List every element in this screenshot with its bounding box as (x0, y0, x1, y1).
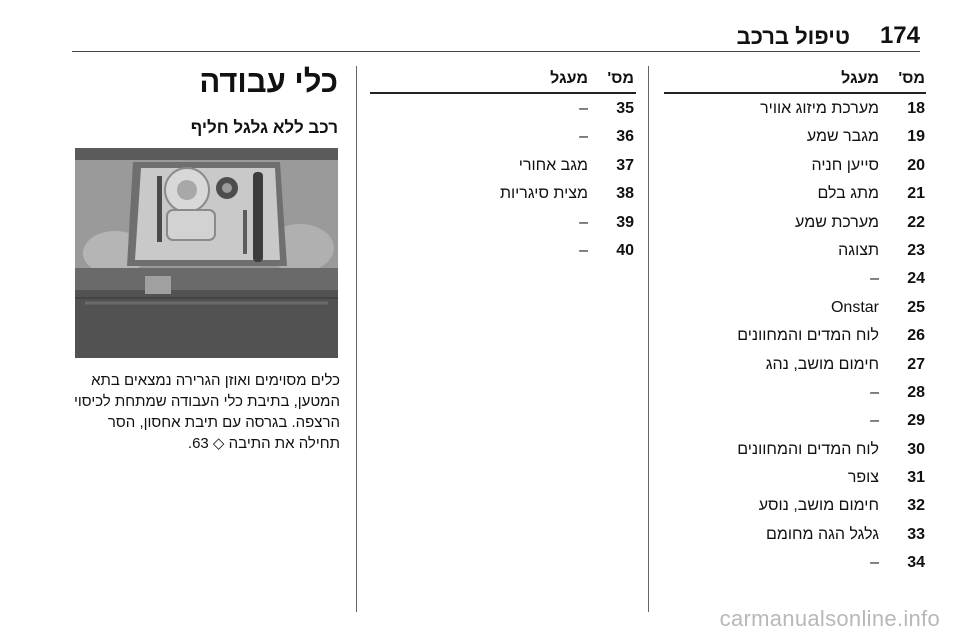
table-row (372, 182, 634, 210)
fuse-number: 37 (616, 156, 634, 174)
table-row (665, 182, 925, 210)
column-divider (648, 66, 649, 612)
fuse-function: לוח המדים והמחוונים (737, 440, 879, 458)
fuse-function: – (579, 128, 588, 146)
table-row (665, 125, 925, 153)
table-row (665, 211, 925, 239)
fuse-function: מערכת שמע (795, 213, 879, 231)
page-header (72, 18, 920, 52)
table-row (665, 353, 925, 381)
table-row (665, 466, 925, 494)
fuse-function: – (579, 100, 588, 117)
section-title: טיפול ברכב (736, 24, 850, 49)
fuse-function: – (870, 554, 879, 572)
fuse-function: צופר (847, 469, 879, 487)
fuse-number: 28 (907, 383, 925, 401)
fuse-number: 39 (616, 213, 634, 231)
watermark: carmanualsonline.info (719, 606, 940, 631)
fuse-function: סייען חניה (811, 156, 879, 174)
fuse-function: מצית סיגריות (499, 185, 588, 203)
fuse-table-b-header (372, 70, 634, 92)
header-rule (370, 92, 636, 94)
table-row (372, 97, 634, 125)
fuse-function: מערכת מיזוג אוויר (760, 100, 879, 117)
fuse-function: – (870, 383, 879, 401)
fuse-function: גלגל הגה מחומם (766, 525, 879, 543)
table-row (665, 324, 925, 352)
fuse-number: 35 (616, 100, 634, 117)
column-divider (356, 66, 357, 612)
fuse-number: 30 (907, 440, 925, 458)
table-row (665, 551, 925, 579)
fuse-number: 18 (907, 100, 925, 117)
fuse-function: לוח המדים והמחוונים (737, 327, 879, 345)
table-row (665, 494, 925, 522)
fuse-number: 25 (907, 298, 925, 316)
table-row (372, 125, 634, 153)
fuse-number: 23 (907, 241, 925, 259)
fuse-function: – (870, 412, 879, 430)
column-header-num: מס' (898, 70, 925, 87)
fuse-number: 34 (907, 554, 925, 572)
fuse-function: – (579, 213, 588, 231)
fuse-number: 21 (907, 185, 925, 203)
fuse-function: מתג בלם (817, 185, 879, 203)
fuse-number: 24 (907, 270, 925, 288)
table-row (665, 239, 925, 267)
fuse-function: חימום מושב, נהג (765, 355, 879, 373)
fuse-number: 27 (907, 355, 925, 373)
header-rule (664, 92, 926, 94)
fuse-table-b (372, 97, 634, 267)
tools-description: כלים מסוימים ואוזן הגרירה נמצאים בתא המטען, בתיבת כלי העבודה שמתחת לכיסוי הרצפה. בגרסה עם תיבת אחסון, הסר תחילה את התיבה ◇ 63. (73, 372, 340, 452)
table-row (372, 154, 634, 182)
fuse-number: 36 (616, 128, 634, 146)
table-row (665, 381, 925, 409)
fuse-table-a (665, 97, 925, 580)
fuse-function: מגב אחורי (518, 156, 588, 174)
fuse-table-a-header (665, 70, 925, 92)
table-row (665, 409, 925, 437)
fuse-number: 40 (616, 241, 634, 259)
fuse-number: 29 (907, 412, 925, 430)
page-number: 174 (879, 22, 920, 49)
table-row (372, 211, 634, 239)
column-header-function: מעגל (550, 70, 588, 87)
fuse-function: מגבר שמע (806, 128, 879, 146)
table-row (665, 438, 925, 466)
fuse-number: 38 (616, 185, 634, 203)
fuse-function: – (870, 270, 879, 288)
fuse-number: 22 (907, 213, 925, 231)
tools-section-title: כלי עבודה (199, 64, 338, 99)
fuse-function: – (579, 241, 588, 259)
fuse-number: 20 (907, 156, 925, 174)
fuse-function: Onstar (830, 298, 879, 316)
table-row (665, 523, 925, 551)
fuse-function: תצוגה (838, 241, 879, 259)
fuse-number: 19 (907, 128, 925, 146)
table-row (665, 154, 925, 182)
fuse-function: חימום מושב, נוסע (758, 497, 879, 515)
trunk-tool-box-photo (75, 148, 338, 358)
table-row (665, 267, 925, 295)
column-header-num: מס' (607, 70, 634, 87)
fuse-number: 32 (907, 497, 925, 515)
fuse-number: 33 (907, 525, 925, 543)
fuse-number: 31 (907, 469, 925, 487)
fuse-number: 26 (907, 327, 925, 345)
table-row (372, 239, 634, 267)
header-rule (72, 51, 920, 52)
table-row (665, 296, 925, 324)
column-header-function: מעגל (841, 70, 879, 87)
tools-subtitle: רכב ללא גלגל חליף (190, 118, 338, 137)
table-row (665, 97, 925, 125)
